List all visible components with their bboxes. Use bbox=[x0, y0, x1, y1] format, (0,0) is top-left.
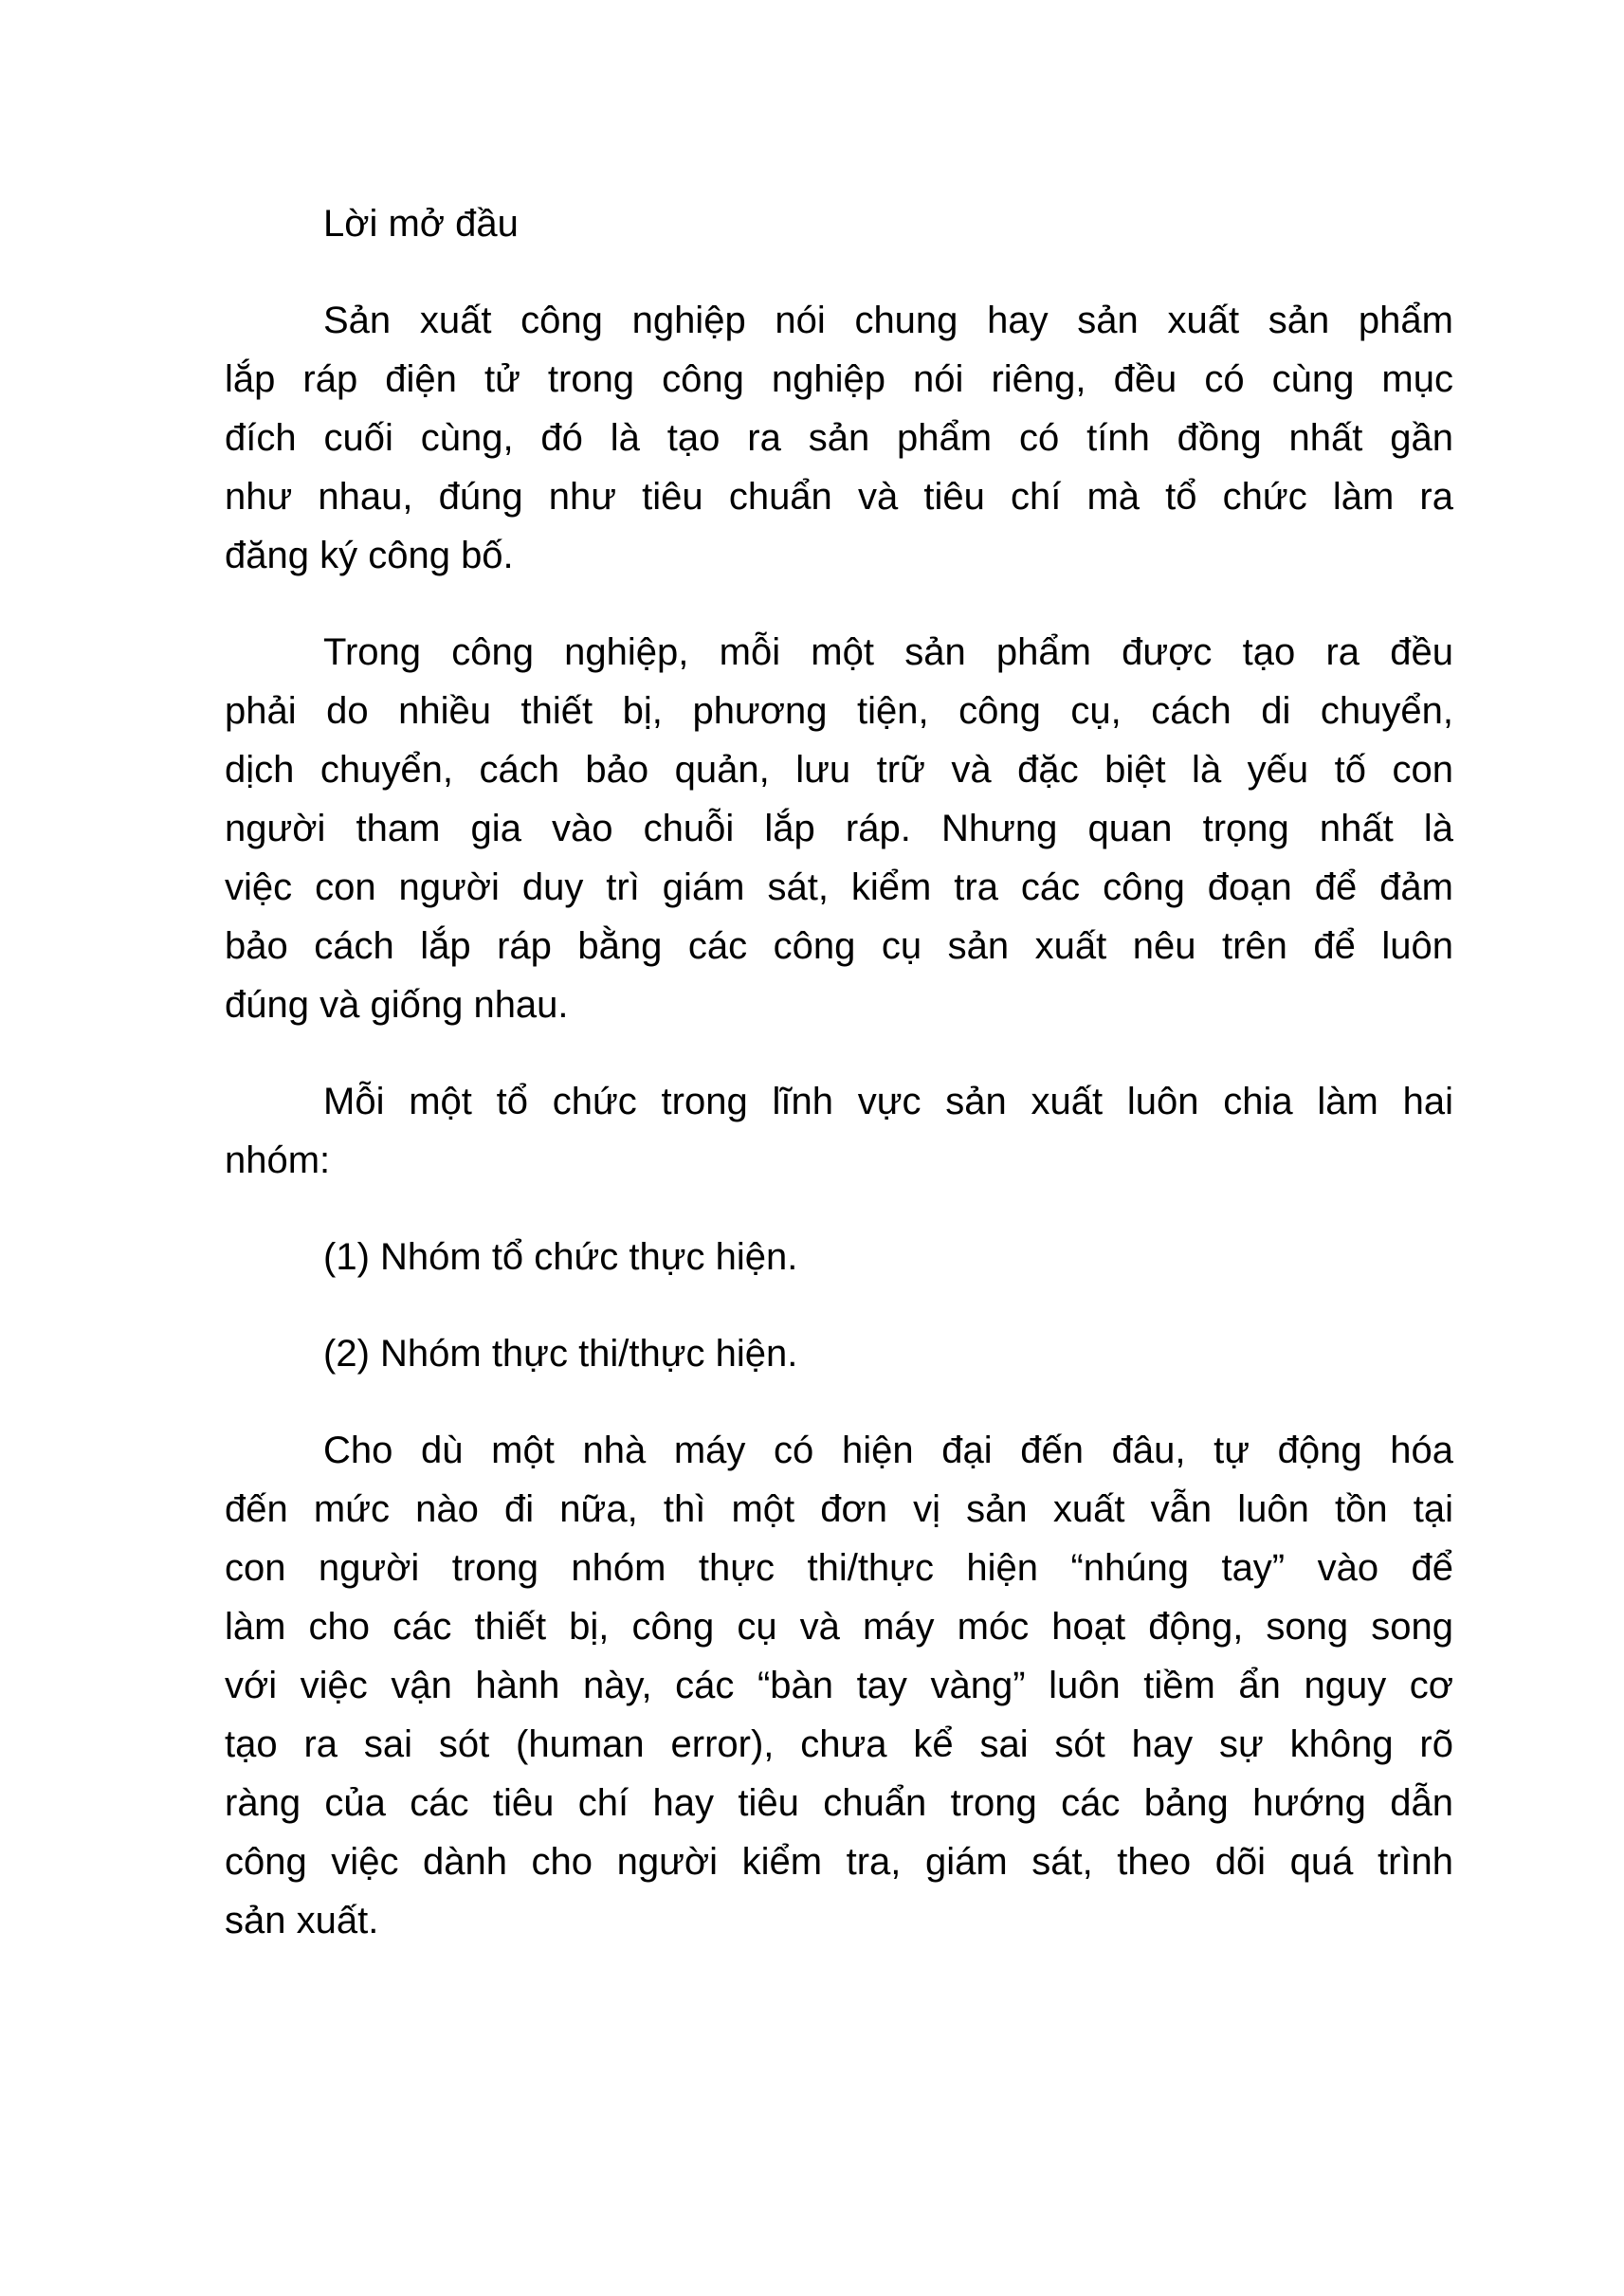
text-line: Lời mở đầu bbox=[323, 203, 519, 245]
text-line: Trong công nghiệp, mỗi một sản phẩm được tạo ra đều bbox=[323, 631, 1453, 673]
text-line: bảo cách lắp ráp bằng các công cụ sản xuất nêu trên để luôn bbox=[225, 925, 1453, 967]
text-line: lắp ráp điện tử trong công nghiệp nói riêng, đều có cùng mục bbox=[225, 358, 1453, 400]
text-line: sản xuất. bbox=[225, 1900, 379, 1941]
text-line: việc con người duy trì giám sát, kiểm tra các công đoạn để đảm bbox=[225, 866, 1453, 908]
text-line: Sản xuất công nghiệp nói chung hay sản xuất sản phẩm bbox=[323, 300, 1453, 341]
text-line: đến mức nào đi nữa, thì một đơn vị sản xuất vẫn luôn tồn tại bbox=[225, 1488, 1453, 1530]
text-line: ràng của các tiêu chí hay tiêu chuẩn trong các bảng hướng dẫn bbox=[225, 1782, 1453, 1824]
text-line: phải do nhiều thiết bị, phương tiện, công cụ, cách di chuyển, bbox=[225, 690, 1453, 732]
list-item bbox=[225, 1324, 1453, 1383]
document-title bbox=[225, 194, 1453, 253]
text-line: công việc dành cho người kiểm tra, giám sát, theo dõi quá trình bbox=[225, 1841, 1453, 1883]
text-line: (1) Nhóm tổ chức thực hiện. bbox=[323, 1236, 798, 1278]
text-line: Cho dù một nhà máy có hiện đại đến đâu, tự động hóa bbox=[323, 1430, 1453, 1471]
text-line: với việc vận hành này, các “bàn tay vàng” luôn tiềm ẩn nguy cơ bbox=[225, 1665, 1453, 1706]
document-content bbox=[225, 194, 1453, 1988]
text-line: con người trong nhóm thực thi/thực hiện “nhúng tay” vào để bbox=[225, 1547, 1453, 1589]
text-line: làm cho các thiết bị, công cụ và máy móc hoạt động, song song bbox=[225, 1606, 1453, 1648]
text-line: dịch chuyển, cách bảo quản, lưu trữ và đặc biệt là yếu tố con bbox=[225, 749, 1453, 791]
text-line: người tham gia vào chuỗi lắp ráp. Nhưng quan trọng nhất là bbox=[225, 808, 1453, 849]
body-paragraph bbox=[225, 1421, 1453, 1950]
body-paragraph bbox=[225, 291, 1453, 585]
text-line: đăng ký công bố. bbox=[225, 535, 514, 576]
body-paragraph bbox=[225, 623, 1453, 1034]
text-line: Mỗi một tổ chức trong lĩnh vực sản xuất luôn chia làm hai bbox=[323, 1081, 1453, 1122]
text-line: (2) Nhóm thực thi/thực hiện. bbox=[323, 1333, 798, 1375]
body-paragraph bbox=[225, 1072, 1453, 1190]
text-line: nhóm: bbox=[225, 1139, 331, 1181]
list-item bbox=[225, 1228, 1453, 1286]
text-line: đúng và giống nhau. bbox=[225, 984, 569, 1026]
text-line: tạo ra sai sót (human error), chưa kể sai sót hay sự không rõ bbox=[225, 1723, 1453, 1765]
text-line: như nhau, đúng như tiêu chuẩn và tiêu chí mà tổ chức làm ra bbox=[225, 476, 1453, 518]
text-line: đích cuối cùng, đó là tạo ra sản phẩm có tính đồng nhất gần bbox=[225, 417, 1453, 459]
